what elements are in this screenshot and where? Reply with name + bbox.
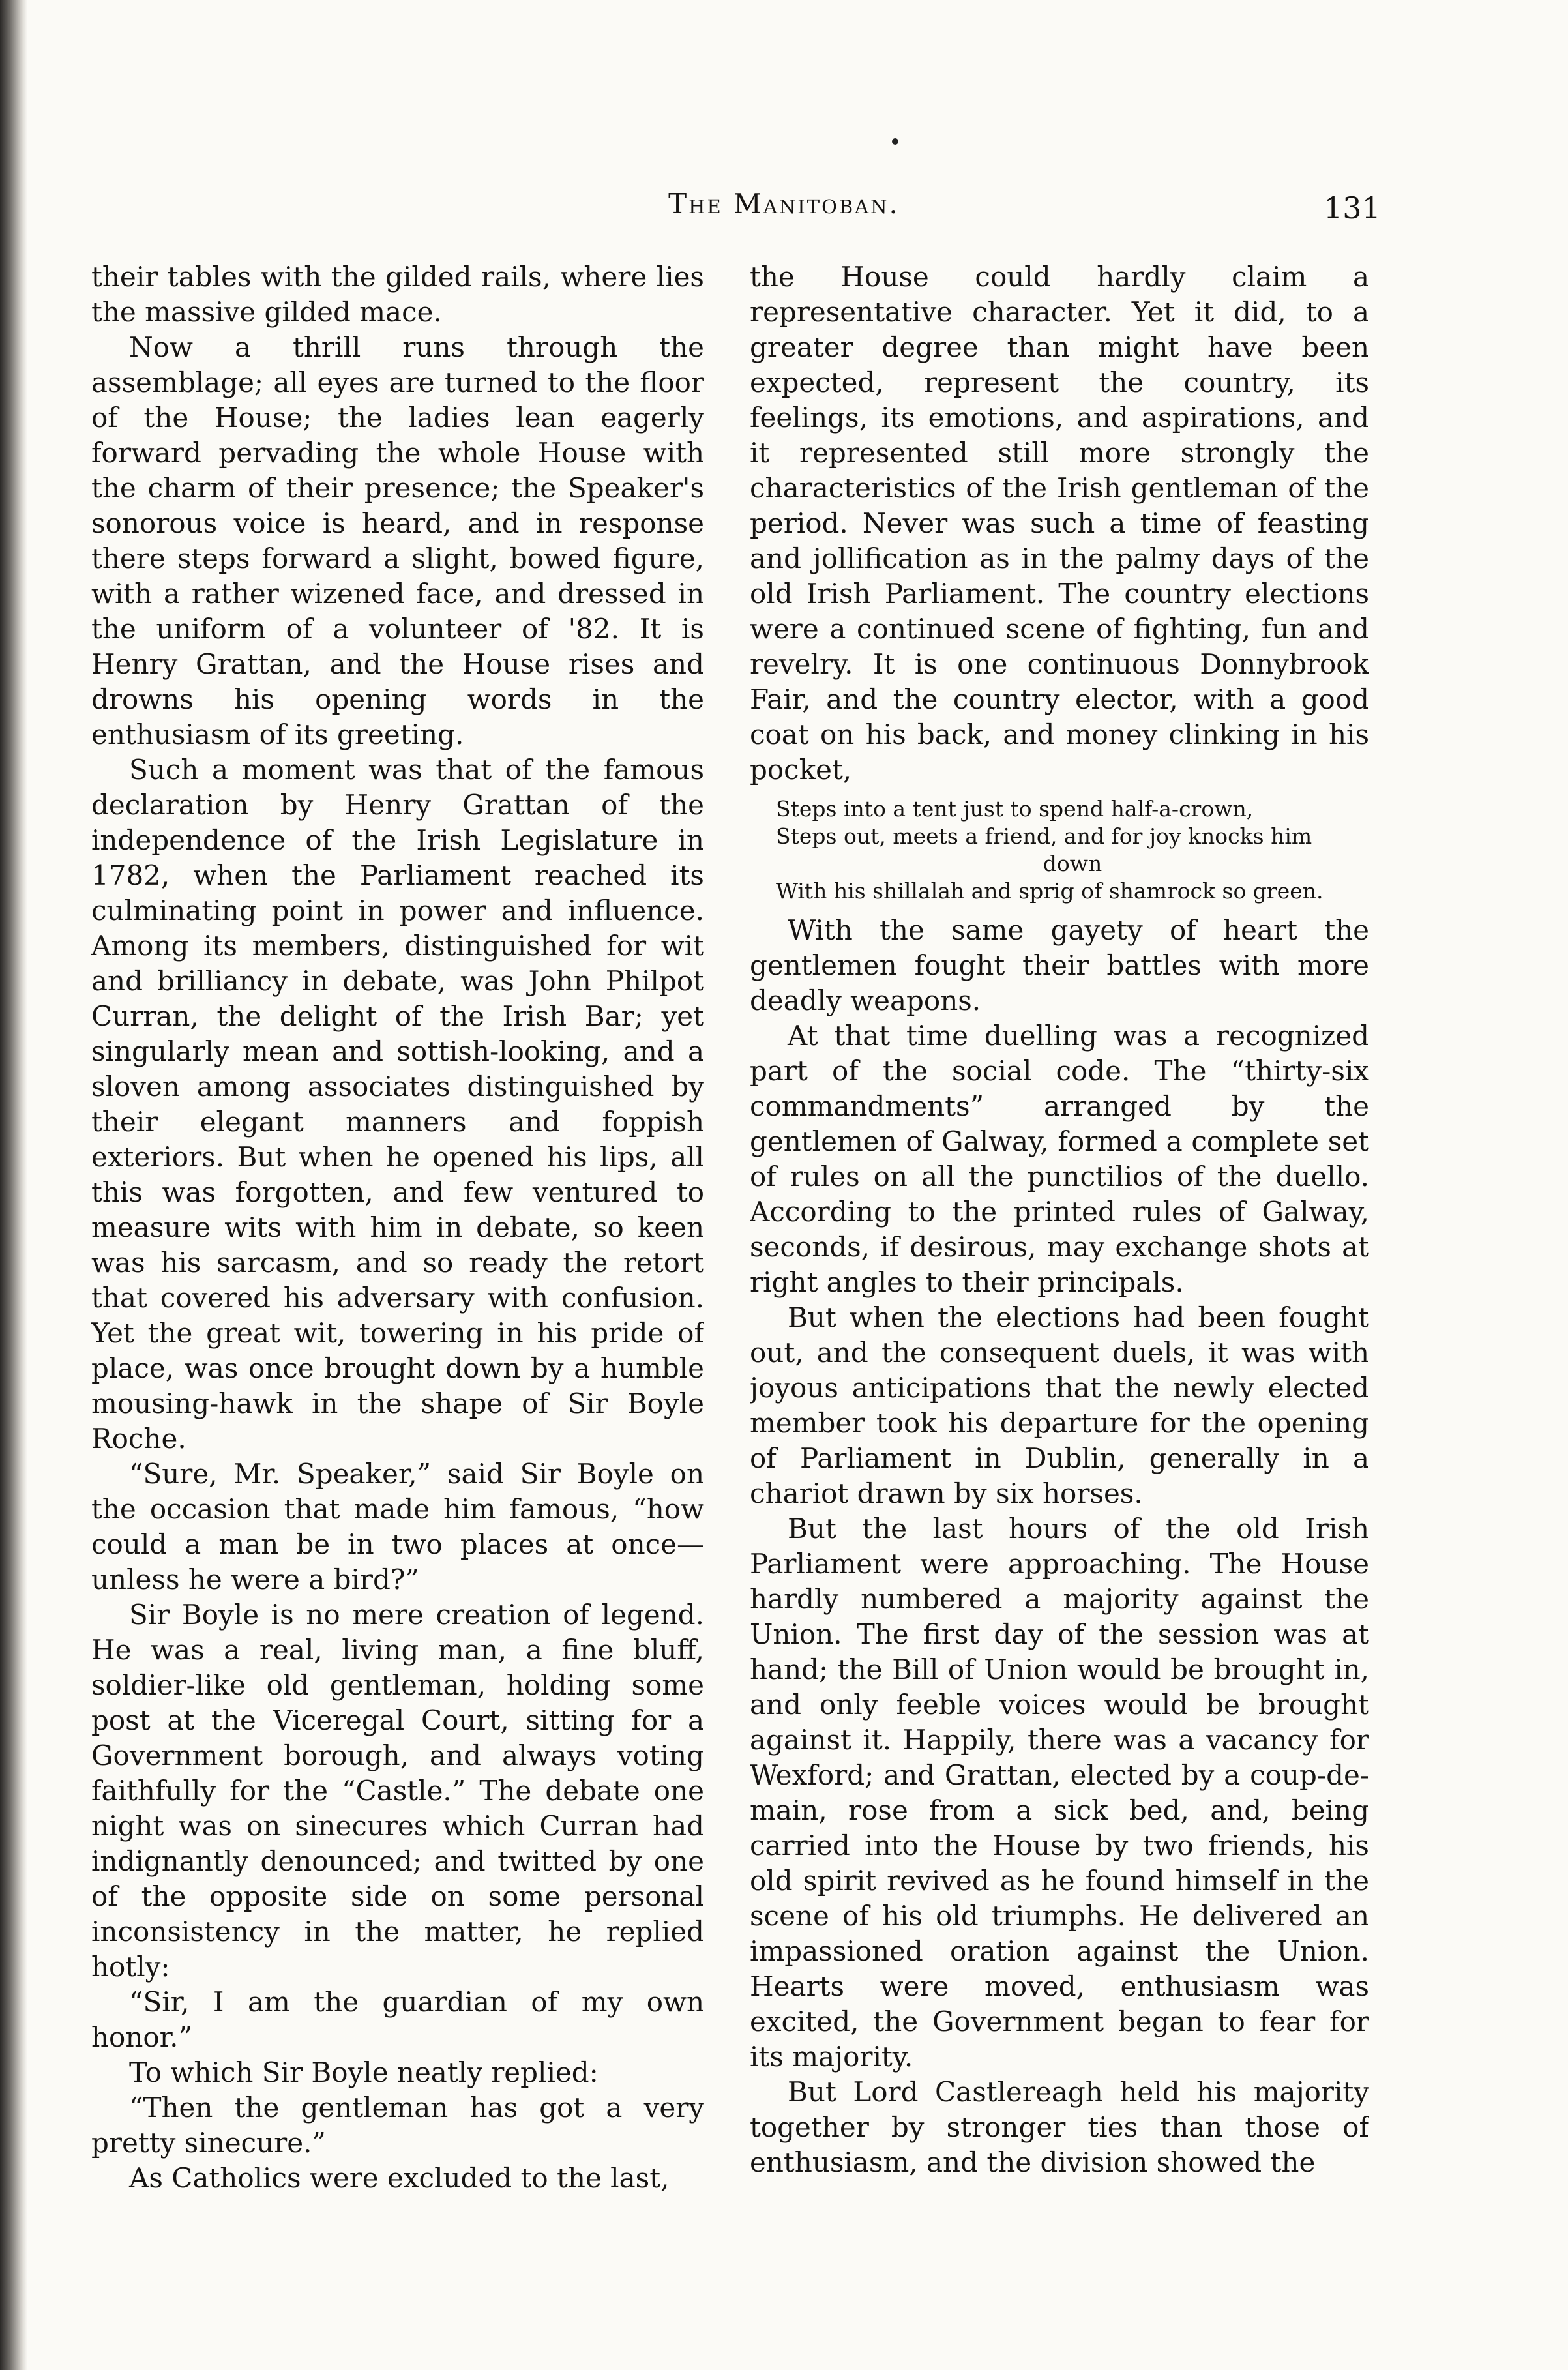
paragraph: As Catholics were excluded to the last, <box>129 2162 670 2194</box>
verse-line: Steps into a tent just to spend half-a-crown, <box>776 796 1254 822</box>
right-column <box>750 259 1369 2339</box>
scan-binding-edge <box>0 0 27 2370</box>
paragraph: Sir Boyle is no mere creation of legend. He was a real, living man, a fine bluff, soldier-like old gentleman, holding some post at the Viceregal Court, sitting for a Government borough, and always voting faithfully for the “Castle.” The debate one night was on sinecures which Curran had indignantly denounced; and twitted by one of the opposite side on some personal inconsistency in the matter, he replied hotly: <box>91 1599 704 1983</box>
print-speck <box>892 138 898 145</box>
paragraph: But the last hours of the old Irish Parliament were approaching. The House hardly numbered a majority against the Union. The first day of the session was at hand; the Bill of Union would be brought in, and only feeble voices would be brought against it. Happily, there was a vacancy for Wexford; and Grattan, elected by a coup-de-main, rose from a sick bed, and, being carried into the House by two friends, his old spirit revived as he found himself in the scene of his old triumphs. He delivered an impassioned oration against the Union. Hearts were moved, enthusiasm was excited, the Government began to fear for its majority. <box>750 1513 1369 2073</box>
paragraph: With the same gayety of heart the gentlemen fought their battles with more deadly weapons. <box>750 914 1369 1016</box>
verse-line: With his shillalah and sprig of shamrock so green. <box>776 878 1324 904</box>
paragraph: But Lord Castlereagh held his majority together by stronger ties than those of enthusiasm, and the division showed the <box>750 2076 1369 2178</box>
left-column <box>91 259 704 2339</box>
paragraph: Now a thrill runs through the assemblage; all eyes are turned to the floor of the House; the ladies lean eagerly forward pervading the whole House with the charm of their presence; the Speaker's sonorous voice is heard, and in response there steps forward a slight, bowed figure, with a rather wizened face, and dressed in the uniform of a volunteer of '82. It is Henry Grattan, and the House rises and drowns his opening words in the enthusiasm of its greeting. <box>91 331 704 750</box>
paragraph: “Then the gentleman has got a very pretty sinecure.” <box>91 2092 704 2159</box>
verse-line: Steps out, meets a friend, and for joy knocks him <box>776 823 1312 849</box>
running-head: The Manitoban. <box>668 188 900 220</box>
paragraph: the House could hardly claim a representative character. Yet it did, to a greater degree than might have been expected, represent the country, its feelings, its emotions, and aspirations, and it represented still more strongly the characteristics of the Irish gentleman of the period. Never was such a time of feasting and jollification as in the palmy days of the old Irish Parliament. The country elections were a continued scene of fighting, fun and revelry. It is one continuous Donnybrook Fair, and the country elector, with a good coat on his back, and money clinking in his pocket, <box>750 261 1369 786</box>
paragraph: To which Sir Boyle neatly replied: <box>129 2056 599 2088</box>
verse-quote <box>776 795 1369 905</box>
paragraph: But when the elections had been fought out, and the consequent duels, it was with joyous anticipations that the newly elected member took his departure for the opening of Parliament in Dublin, generally in a chariot drawn by six horses. <box>750 1301 1369 1509</box>
paragraph: “Sir, I am the guardian of my own honor.” <box>91 1986 704 2053</box>
paragraph: At that time duelling was a recognized part of the social code. The “thirty-six commandments” arranged by the gentlemen of Galway, formed a complete set of rules on all the punctilios of the duello. According to the printed rules of Galway, seconds, if desirous, may exchange shots at right angles to their principals. <box>750 1020 1369 1298</box>
paragraph: their tables with the gilded rails, where lies the massive gilded mace. <box>91 261 704 328</box>
paragraph: Such a moment was that of the famous declaration by Henry Grattan of the independence of the Irish Legislature in 1782, when the Parliament reached its culminating point in power and influence. Among its members, distinguished for wit and brilliancy in debate, was John Philpot Curran, the delight of the Irish Bar; yet singularly mean and sottish-looking, and a sloven among associates distinguished by their elegant manners and foppish exteriors. But when he opened his lips, all this was forgotten, and few ventured to measure wits with him in debate, so keen was his sarcasm, and so ready the retort that covered his adversary with confusion. Yet the great wit, towering in his pride of place, was once brought down by a humble mousing-hawk in the shape of Sir Boyle Roche. <box>91 754 704 1455</box>
verse-line: down <box>1043 851 1102 876</box>
page-number: 131 <box>1324 190 1381 226</box>
paragraph: “Sure, Mr. Speaker,” said Sir Boyle on the occasion that made him famous, “how could a man be in two places at once—unless he were a bird?” <box>91 1458 704 1595</box>
